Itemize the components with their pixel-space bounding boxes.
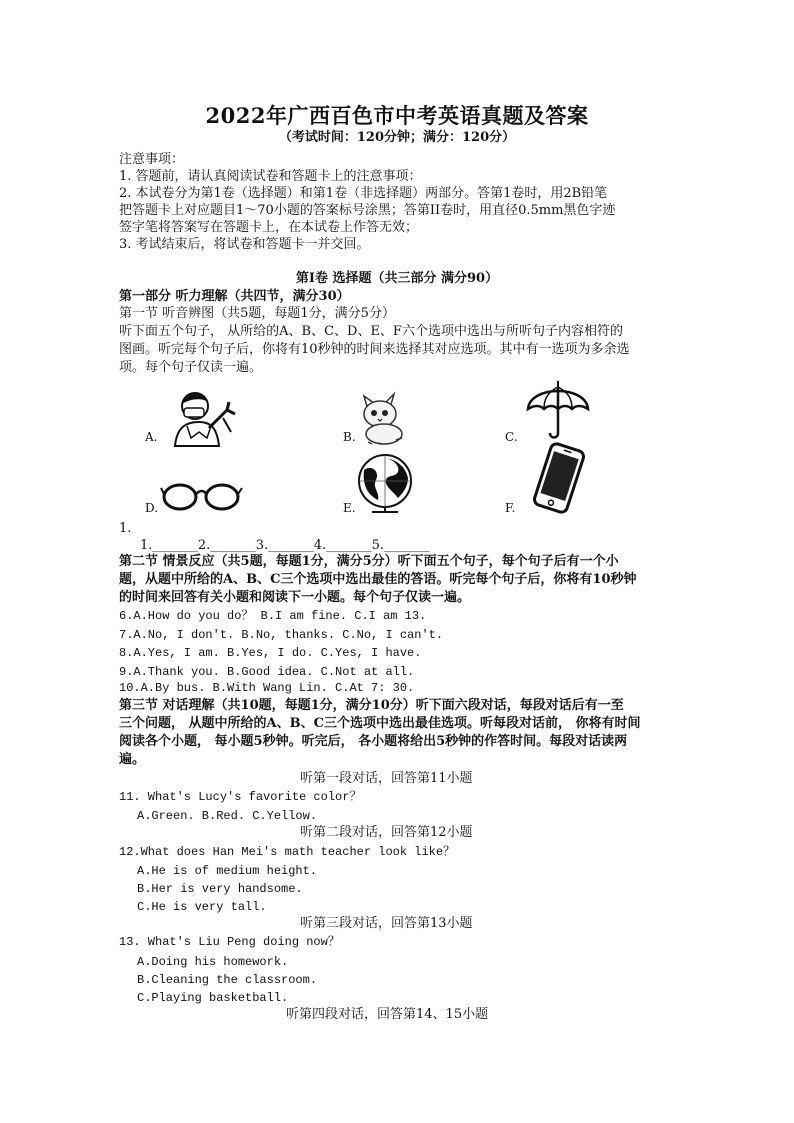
picture-label-b: B. [343, 430, 356, 444]
phone-icon [528, 442, 590, 514]
question-13: 13. What's Liu Peng doing now？ [119, 935, 340, 949]
page-title: 2022年广西百色市中考英语真题及答案 [205, 103, 589, 128]
section-3-heading-3: 阅读各个小题， 每小题5秒钟。听完后， 各小题将给出5秒钟的作答时间。每段对话读两 [119, 734, 628, 749]
question-8: 8.A.Yes, I am. B.Yes, I do. C.Yes, I have. [119, 646, 422, 660]
dialogue-3-instruction: 听第三段对话，回答第13小题 [300, 916, 473, 931]
question-12-option-a: A.He is of medium height. [137, 864, 318, 878]
picture-label-a: A. [145, 430, 158, 444]
note-3: 3. 考试结束后，将试卷和答题卡一并交回。 [119, 237, 370, 252]
section-3-heading-1: 第三节 对话理解（共10题，每题1分，满分10分）听下面六段对话，每段对话后有一至 [119, 698, 624, 713]
glasses-icon [160, 478, 244, 512]
section-1-intro-3: 项。每个句子仅读一遍。 [119, 360, 263, 375]
question-13-option-c: C.Playing basketball. [137, 991, 289, 1005]
section-2-heading-1: 第二节 情景反应（共5题，每题1分，满分5分）听下面五个句子，每个句子后有一个小 [119, 554, 619, 569]
notes-heading: 注意事项： [119, 152, 185, 167]
section-1-intro-2: 图画。听完每个句子后，你将有10秒钟的时间来选择其对应选项。其中有一选项为多余选 [119, 342, 630, 357]
part-1-heading: 第一部分 听力理解（共四节，满分30） [119, 289, 350, 304]
section-2-heading-3: 的时间来回答有关小题和阅读下一小题。每个句子仅读一遍。 [119, 590, 471, 605]
answer-blank-prefix: 1. [119, 521, 132, 536]
umbrella-icon [524, 375, 592, 441]
question-7: 7.A.No, I don't. B.No, thanks. C.No, I can't. [119, 628, 444, 642]
note-2-line-2: 把答题卡上对应题目1～70小题的答案标号涂黑；答第II卷时，用直径0.5mm黑色字迹 [119, 203, 616, 218]
question-9: 9.A.Thank you. B.Good idea. C.Not at all. [119, 665, 415, 679]
note-2-line-1: 2. 本试卷分为第1卷（选择题）和第1卷（非选择题）两部分。答第1卷时，用2B铅笔 [119, 186, 608, 201]
kitten-icon [352, 388, 412, 446]
question-13-option-a: A.Doing his homework. [137, 955, 289, 969]
dialogue-2-instruction: 听第二段对话，回答第12小题 [300, 825, 473, 840]
question-12-option-b: B.Her is very handsome. [137, 882, 303, 896]
picture-label-f: F. [505, 501, 516, 515]
dialogue-4-instruction: 听第四段对话，回答第14、15小题 [286, 1007, 489, 1022]
picture-label-d: D. [145, 501, 159, 515]
question-12: 12.What does Han Mei's math teacher look like？ [119, 845, 456, 859]
section-3-heading-4: 遍。 [119, 752, 146, 767]
question-6: 6.A.How do you do？ B.I am fine. C.I am 13. [119, 609, 427, 623]
globe-icon [354, 452, 416, 516]
dialogue-1-instruction: 听第一段对话，回答第11小题 [300, 771, 473, 786]
picture-label-e: E. [343, 501, 356, 515]
question-10: 10.A.By bus. B.With Wang Lin. C.At 7: 30. [119, 681, 415, 695]
section-2-heading-2: 题，从题中所给的A、B、C三个选项中选出最佳的答语。听完每个句子后，你将有10秒钟 [119, 572, 637, 587]
question-12-option-c: C.He is very tall. [137, 900, 267, 914]
section-1-heading: 第一节 听音辨图（共5题，每题1分，满分5分） [119, 306, 395, 321]
question-11: 11. What's Lucy's favorite color？ [119, 790, 362, 804]
section-3-heading-2: 三个问题， 从题中所给的A、B、C三个选项中选出最佳选项。听每段对话前， 你将有时间 [119, 716, 641, 731]
note-1: 1. 答题前，请认真阅读试卷和答题卡上的注意事项： [119, 169, 422, 184]
picture-label-c: C. [505, 430, 518, 444]
section-1-intro-1: 听下面五个句子， 从所给的A、B、C、D、E、F六个选项中选出与所听句子内容相符的 [119, 324, 623, 339]
woman-masked-icon [165, 388, 243, 448]
question-11-options: A.Green. B.Red. C.Yellow. [137, 809, 318, 823]
volume-heading: 第Ⅰ卷 选择题（共三部分 满分90） [295, 271, 499, 286]
answer-blanks: 1._______2._______3._______4._______5._______ [140, 538, 430, 553]
note-2-line-3: 签字笔将答案写在答题卡上，在本试卷上作答无效； [119, 220, 419, 235]
question-13-option-b: B.Cleaning the classroom. [137, 973, 318, 987]
page-subtitle: （考试时间：120分钟；满分：120分） [278, 130, 516, 145]
